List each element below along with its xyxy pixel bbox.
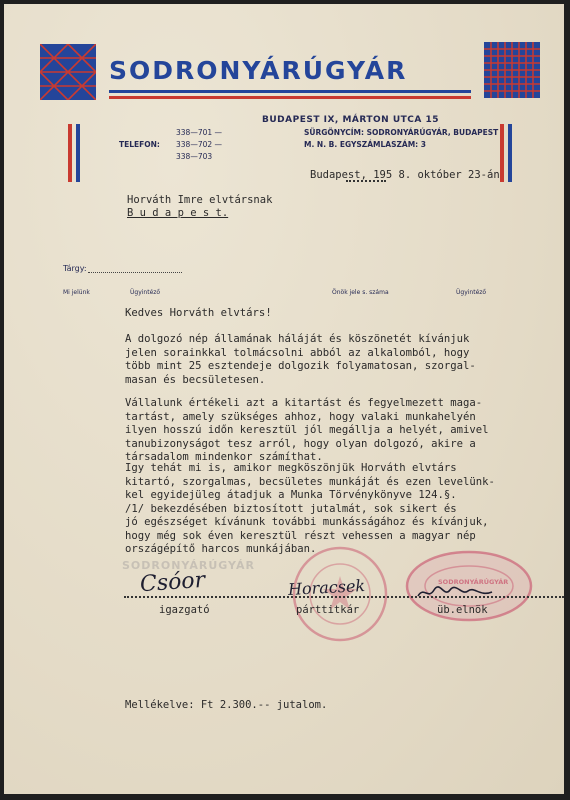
letter-paper (4, 4, 564, 794)
phone-label: TELEFON: (119, 140, 160, 149)
triangle-logo-icon (40, 44, 96, 100)
role-party-secretary: párttitkár (296, 604, 360, 616)
header-rule-blue (109, 90, 471, 93)
date-year-dots (346, 180, 386, 182)
company-name: SODRONYÁRÚGYÁR (109, 56, 408, 85)
your-ref-label: Önök jele s. száma (332, 289, 389, 296)
paragraph-1: A dolgozó nép államának háláját és köszönetét kívánjuk jelen sorainkkal tolmácsolni abból az alkalomból, hogy több mint 25 esztendeje dolgozik folyamatosan, szorgal- masan és becsületesen. (125, 333, 476, 386)
role-union-chair: üb.elnök (437, 604, 488, 616)
party-secretary-signature: Horacsek (287, 575, 366, 600)
salutation: Kedves Horváth elvtárs! (125, 307, 272, 319)
subject-line (88, 272, 182, 273)
role-director: igazgató (159, 604, 210, 616)
phone-3: 338—703 (176, 152, 213, 161)
paragraph-3: Igy tehát mi is, amikor megköszönjük Horváth elvtárs kitartó, szorgalmas, becsületes munkáját és ezen levelünk- kel egyidejüleg átadjuk a Munka Törvénykönyve 124.§. /1/ bekezdésében biztosított jutalmát, sok sikert és jó egészséget kívánunk további munkásságához és kívánjuk, hogy még sok éven keresztül részt vehessen a magyar nép országépítő harcos munkájában. (125, 462, 495, 555)
union-chair-signature-icon (416, 582, 496, 602)
subject-label: Tárgy: (63, 264, 87, 273)
grid-logo-icon (484, 42, 540, 98)
recipient-city: B u d a p e s t. (127, 207, 229, 219)
clerk-label-1: Ügyintéző (130, 289, 161, 296)
telegram-address: SÜRGÖNYCÍM: SODRONYÁRÚGYÁR, BUDAPEST (304, 128, 499, 137)
phone-1: 338—701 — (176, 128, 223, 137)
right-bar-red (500, 124, 504, 182)
left-bar-blue (76, 124, 80, 182)
clerk-label-2: Ügyintéző (456, 289, 487, 296)
right-bar-blue (508, 124, 512, 182)
director-signature: Csóor (139, 567, 206, 598)
paragraph-2: Vállalunk értékeli azt a kitartást és fegyelmezett maga- tartást, amely szükséges ahhoz, hogy valaki munkahelyén ilyen hosszú időn keresztül jól megállja a helyét, amivel tanubizonyságot tesz arról, hogy olyan dolgozó, akire a társadalom mindenkor számíthat. (125, 397, 489, 463)
faded-company-stamp: SODRONYÁRÚGYÁR (122, 559, 255, 572)
recipient-name: Horváth Imre elvtársnak (127, 194, 273, 206)
signature-line (124, 596, 564, 598)
union-seal-text: SODRONYÁRÚGYÁR (438, 578, 509, 586)
left-bar-red (68, 124, 72, 182)
company-address: BUDAPEST IX, MÁRTON UTCA 15 (262, 115, 440, 125)
enclosure-line: Mellékelve: Ft 2.300.-- jutalom. (125, 699, 328, 711)
letter-date: Budapest, 195 8. október 23-án (310, 169, 500, 181)
phone-2: 338—702 — (176, 140, 223, 149)
header-rule-red (109, 96, 471, 99)
bank-account: M. N. B. EGYSZÁMLASZÁM: 3 (304, 140, 427, 149)
our-ref-label: Mi jelünk (63, 289, 90, 296)
